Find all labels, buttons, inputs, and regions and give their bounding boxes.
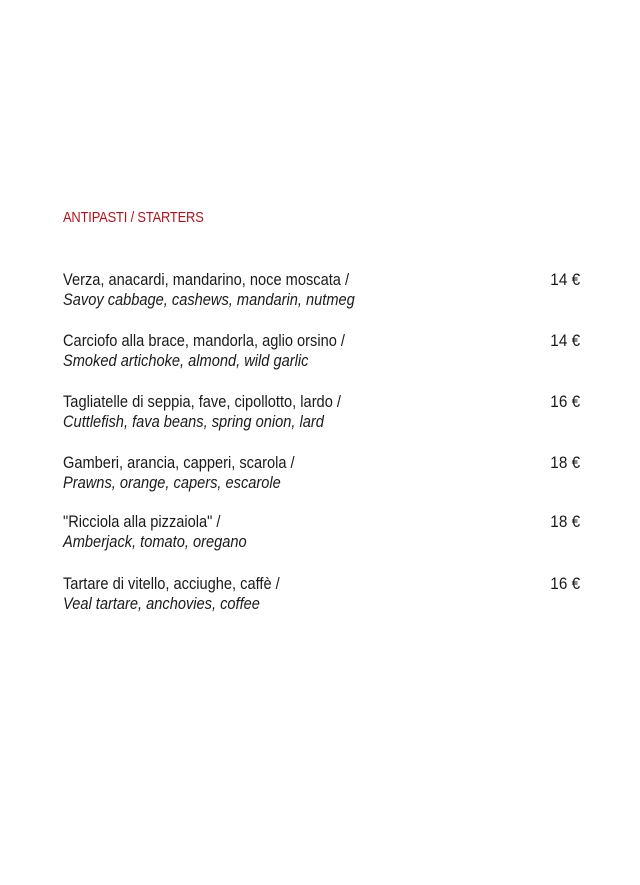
- dish-price: 14 €: [550, 331, 580, 350]
- dish-name-italian: Tartare di vitello, acciughe, caffè /: [63, 574, 280, 593]
- menu-item: [63, 392, 583, 436]
- menu-item: [63, 270, 583, 314]
- dish-name-italian: Gamberi, arancia, capperi, scarola /: [63, 453, 295, 472]
- dish-name-english: Cuttlefish, fava beans, spring onion, lard: [63, 412, 324, 431]
- dish-price: 16 €: [550, 574, 580, 593]
- dish-name-english: Veal tartare, anchovies, coffee: [63, 594, 260, 613]
- dish-price: 14 €: [550, 270, 580, 289]
- dish-name-italian: Verza, anacardi, mandarino, noce moscata /: [63, 270, 350, 289]
- dish-name-english: Savoy cabbage, cashews, mandarin, nutmeg: [63, 290, 355, 309]
- dish-name-italian: Tagliatelle di seppia, fave, cipollotto, lardo /: [63, 392, 341, 411]
- dish-price: 18 €: [550, 453, 580, 472]
- dish-price: 16 €: [550, 392, 580, 411]
- dish-name-italian: "Ricciola alla pizzaiola" /: [63, 512, 221, 531]
- dish-price: 18 €: [550, 512, 580, 531]
- dish-name-italian: Carciofo alla brace, mandorla, aglio orsino /: [63, 331, 345, 350]
- menu-item: [63, 574, 583, 618]
- menu-item: [63, 331, 583, 375]
- dish-name-english: Amberjack, tomato, oregano: [63, 532, 247, 551]
- menu-item: [63, 453, 583, 497]
- section-title: ANTIPASTI / STARTERS: [63, 209, 204, 226]
- menu-item: [63, 512, 583, 556]
- dish-name-english: Prawns, orange, capers, escarole: [63, 473, 281, 492]
- dish-name-english: Smoked artichoke, almond, wild garlic: [63, 351, 309, 370]
